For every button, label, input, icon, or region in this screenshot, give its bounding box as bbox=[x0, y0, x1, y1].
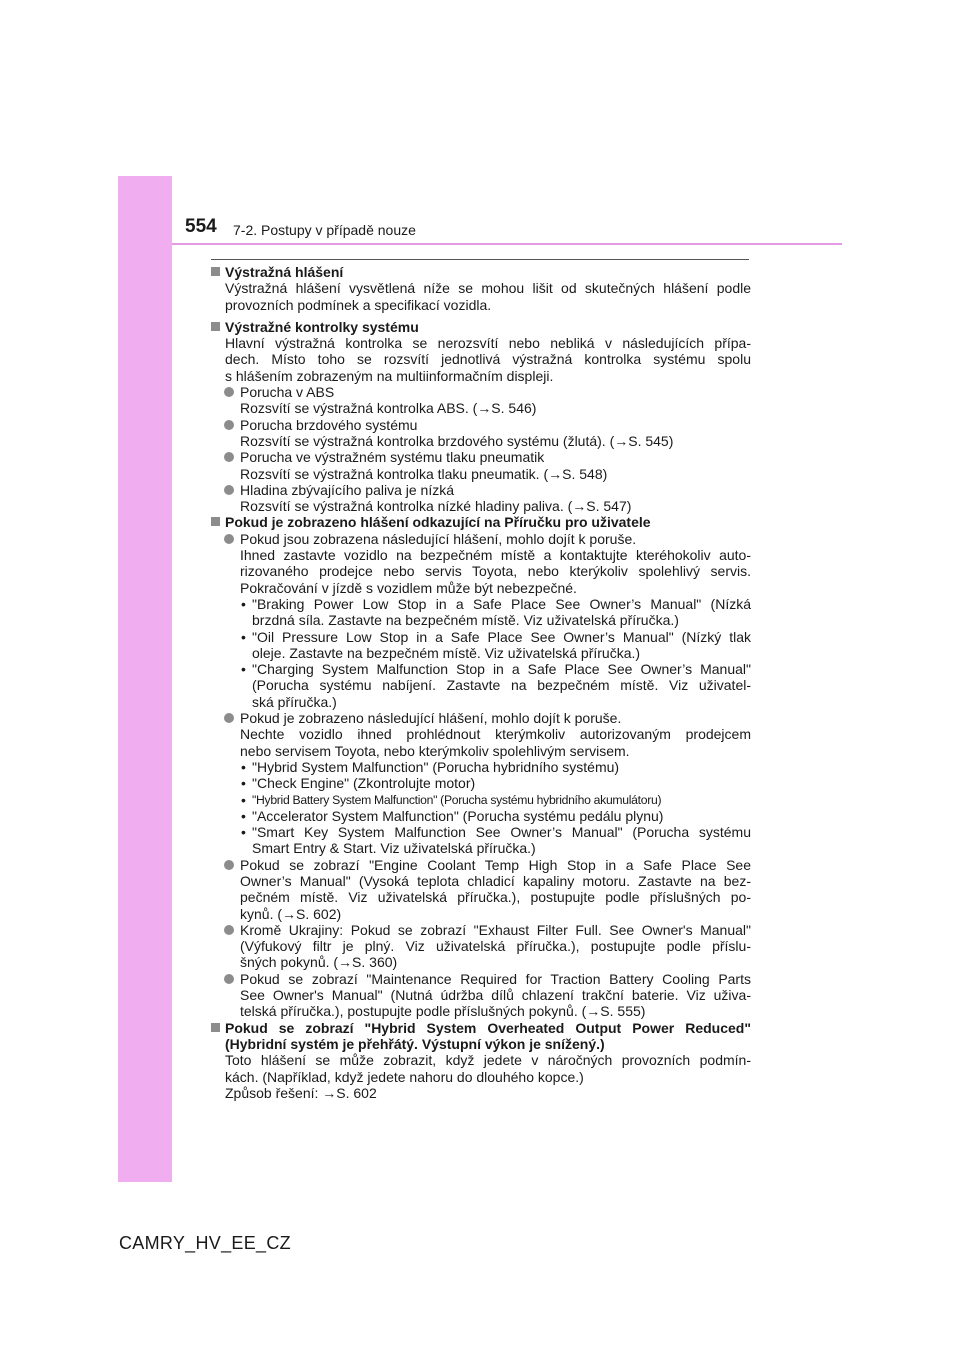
sub-list-item bbox=[211, 629, 751, 662]
block-title: Pokud je zobrazeno hlášení odkazující na Příručku pro uživatele bbox=[225, 514, 651, 531]
text-line: Porucha v ABS bbox=[240, 384, 335, 401]
text-line: kynů. (→S. 602) bbox=[240, 905, 342, 922]
text-line: kách. (Například, když jedete nahoru do dlouhého kopce.) bbox=[225, 1068, 584, 1085]
text-line: Pokračování v jízdě s vozidlem může být nebezpečné. bbox=[240, 579, 577, 596]
text-line: Toto hlášení se může zobrazit, když jedete v náročných provozních podmín- bbox=[225, 1052, 751, 1069]
document-code: CAMRY_HV_EE_CZ bbox=[119, 1233, 291, 1253]
text-line: Pokud jsou zobrazena následující hlášení, mohlo dojít k poruše. bbox=[240, 530, 637, 547]
sub-list-item bbox=[211, 808, 751, 824]
text-line: telská příručka.), postupujte podle příslušných pokynů. (→S. 555) bbox=[240, 1003, 646, 1020]
sub-list-item bbox=[211, 824, 751, 857]
text-line: "Check Engine" (Zkontrolujte motor) bbox=[252, 775, 476, 792]
circle-bullet-icon bbox=[224, 534, 234, 544]
list-item bbox=[211, 710, 751, 759]
text-line: provozních podmínek a specifikací vozidla. bbox=[225, 296, 492, 313]
text-line: Rozsvítí se výstražná kontrolka nízké hladiny paliva. (→S. 547) bbox=[240, 498, 632, 515]
list-item bbox=[211, 449, 751, 482]
text-line: Pokud se zobrazí "Maintenance Required for Traction Battery Cooling Parts bbox=[240, 970, 751, 987]
text-line: Pokud je zobrazeno následující hlášení, mohlo dojít k poruše. bbox=[240, 710, 622, 727]
block-title: (Hybridní systém je přehřátý. Výstupní výkon je snížený.) bbox=[225, 1035, 605, 1052]
text-line: "Charging System Malfunction Stop in a Safe Place See Owner’s Manual" bbox=[252, 661, 751, 678]
text-line: See Owner's Manual" (Nutná údržba dílů chlazení trakční baterie. Viz uživa- bbox=[240, 987, 751, 1004]
text-line: Kromě Ukrajiny: Pokud se zobrazí "Exhaust Filter Full. See Owner's Manual" bbox=[240, 921, 751, 938]
text-line: "Hybrid System Malfunction" (Porucha hybridního systému) bbox=[252, 758, 620, 775]
sub-list-item bbox=[211, 759, 751, 775]
square-bullet-icon bbox=[211, 322, 220, 331]
block-owners-manual-messages bbox=[211, 514, 751, 530]
text-line: Nechte vozidlo ihned prohlédnout kterýmkoliv autorizovaným prodejcem bbox=[240, 726, 751, 743]
bullet-icon: • bbox=[241, 595, 246, 612]
text-line: dech. Místo toho se rozsvítí jednotlivá výstražná kontrolka systému spolu bbox=[225, 351, 751, 368]
text-line: Rozsvítí se výstražná kontrolka brzdového systému (žlutá). (→S. 545) bbox=[240, 432, 674, 449]
text-line: Ihned zastavte vozidlo na bezpečném místě a kontaktujte kteréhokoliv auto- bbox=[240, 547, 751, 564]
sub-list-item bbox=[211, 596, 751, 629]
block-warning-lights bbox=[211, 319, 751, 384]
block-title: Výstražná hlášení bbox=[225, 264, 344, 280]
square-bullet-icon bbox=[211, 517, 220, 526]
sub-list-item bbox=[211, 792, 751, 808]
text-line: Způsob řešení: →S. 602 bbox=[225, 1084, 377, 1101]
circle-bullet-icon bbox=[224, 452, 234, 462]
sub-list-item bbox=[211, 661, 751, 710]
circle-bullet-icon bbox=[224, 974, 234, 984]
text-line: "Accelerator System Malfunction" (Porucha systému pedálu plynu) bbox=[252, 807, 664, 824]
circle-bullet-icon bbox=[224, 713, 234, 723]
bullet-icon: • bbox=[241, 628, 246, 645]
page-number: 554 bbox=[185, 216, 217, 237]
square-bullet-icon bbox=[211, 267, 220, 276]
content-rule bbox=[211, 259, 749, 260]
list-item bbox=[211, 417, 751, 450]
text-line: Rozsvítí se výstražná kontrolka tlaku pneumatik. (→S. 548) bbox=[240, 465, 608, 482]
circle-bullet-icon bbox=[224, 387, 234, 397]
text-line: (Výfukový filtr je plný. Viz uživatelská příručka.), postupujte podle příslu- bbox=[240, 938, 751, 955]
bullet-icon: • bbox=[241, 775, 246, 792]
text-line: oleje. Zastavte na bezpečném místě. Viz uživatelská příručka.) bbox=[252, 644, 641, 661]
text-line: "Smart Key System Malfunction See Owner’s Manual" (Porucha systému bbox=[252, 824, 751, 841]
section-title: 7-2. Postupy v případě nouze bbox=[233, 222, 416, 238]
text-line: brzdná síla. Zastavte na bezpečném místě. Viz uživatelská příručka.) bbox=[252, 612, 679, 629]
circle-bullet-icon bbox=[224, 420, 234, 430]
text-line: Hlavní výstražná kontrolka se nerozsvítí nebo nebliká v následujících přípa- bbox=[225, 335, 751, 352]
list-item bbox=[211, 531, 751, 596]
text-line: Pokud se zobrazí "Engine Coolant Temp High Stop in a Safe Place See bbox=[240, 856, 751, 873]
text-line: (Porucha systému nabíjení. Zastavte na bezpečném místě. Viz uživatel- bbox=[252, 677, 751, 694]
text-line: "Oil Pressure Low Stop in a Safe Place See Owner’s Manual" (Nízký tlak bbox=[252, 628, 751, 645]
block-warning-messages bbox=[211, 264, 751, 313]
block-hybrid-overheated bbox=[211, 1020, 751, 1101]
bullet-icon: • bbox=[241, 807, 246, 824]
bullet-icon: • bbox=[241, 661, 246, 678]
circle-bullet-icon bbox=[224, 925, 234, 935]
text-line: Porucha brzdového systému bbox=[240, 416, 418, 433]
block-title: Pokud se zobrazí "Hybrid System Overheated Output Power Reduced" bbox=[225, 1019, 751, 1036]
text-line: ská příručka.) bbox=[252, 693, 337, 710]
text-line: nebo servisem Toyota, nebo kterýmkoliv spolehlivým servisem. bbox=[240, 742, 630, 759]
text-line: Výstražná hlášení vysvětlená níže se mohou lišit od skutečných hlášení podle bbox=[225, 280, 751, 297]
text-line: "Braking Power Low Stop in a Safe Place See Owner’s Manual" (Nízká bbox=[252, 595, 751, 612]
circle-bullet-icon bbox=[224, 485, 234, 495]
header-rule bbox=[172, 243, 842, 245]
text-line: rizovaného prodejce nebo servis Toyota, nebo kterýkoliv spolehlivý servis. bbox=[240, 563, 751, 580]
text-line: Porucha ve výstražném systému tlaku pneumatik bbox=[240, 449, 545, 466]
bullet-icon: • bbox=[241, 758, 246, 775]
circle-bullet-icon bbox=[224, 860, 234, 870]
list-item bbox=[211, 482, 751, 515]
text-line: šných pokynů. (→S. 360) bbox=[240, 954, 398, 971]
sub-list-item bbox=[211, 775, 751, 791]
list-item bbox=[211, 857, 751, 922]
list-item bbox=[211, 971, 751, 1020]
text-line: Smart Entry & Start. Viz uživatelská příručka.) bbox=[252, 840, 536, 857]
text-line: "Hybrid Battery System Malfunction" (Porucha systému hybridního akumulátoru) bbox=[252, 792, 662, 807]
block-title: Výstražné kontrolky systému bbox=[225, 318, 419, 335]
sidebar-tab bbox=[118, 176, 172, 1182]
list-item bbox=[211, 384, 751, 417]
text-line: Owner’s Manual" (Vysoká teplota chladicí kapaliny motoru. Zastavte na bez- bbox=[240, 872, 751, 889]
bullet-icon: • bbox=[241, 791, 246, 808]
text-line: Rozsvítí se výstražná kontrolka ABS. (→S. 546) bbox=[240, 400, 537, 417]
text-line: Hladina zbývajícího paliva je nízká bbox=[240, 481, 455, 498]
text-line: pečném místě. Viz uživatelská příručka.), postupujte podle příslušných po- bbox=[240, 889, 751, 906]
square-bullet-icon bbox=[211, 1023, 220, 1032]
bullet-icon: • bbox=[241, 824, 246, 841]
list-item bbox=[211, 922, 751, 971]
text-line: s hlášením zobrazeným na multiinformačním displeji. bbox=[225, 367, 554, 384]
content bbox=[211, 264, 751, 1101]
